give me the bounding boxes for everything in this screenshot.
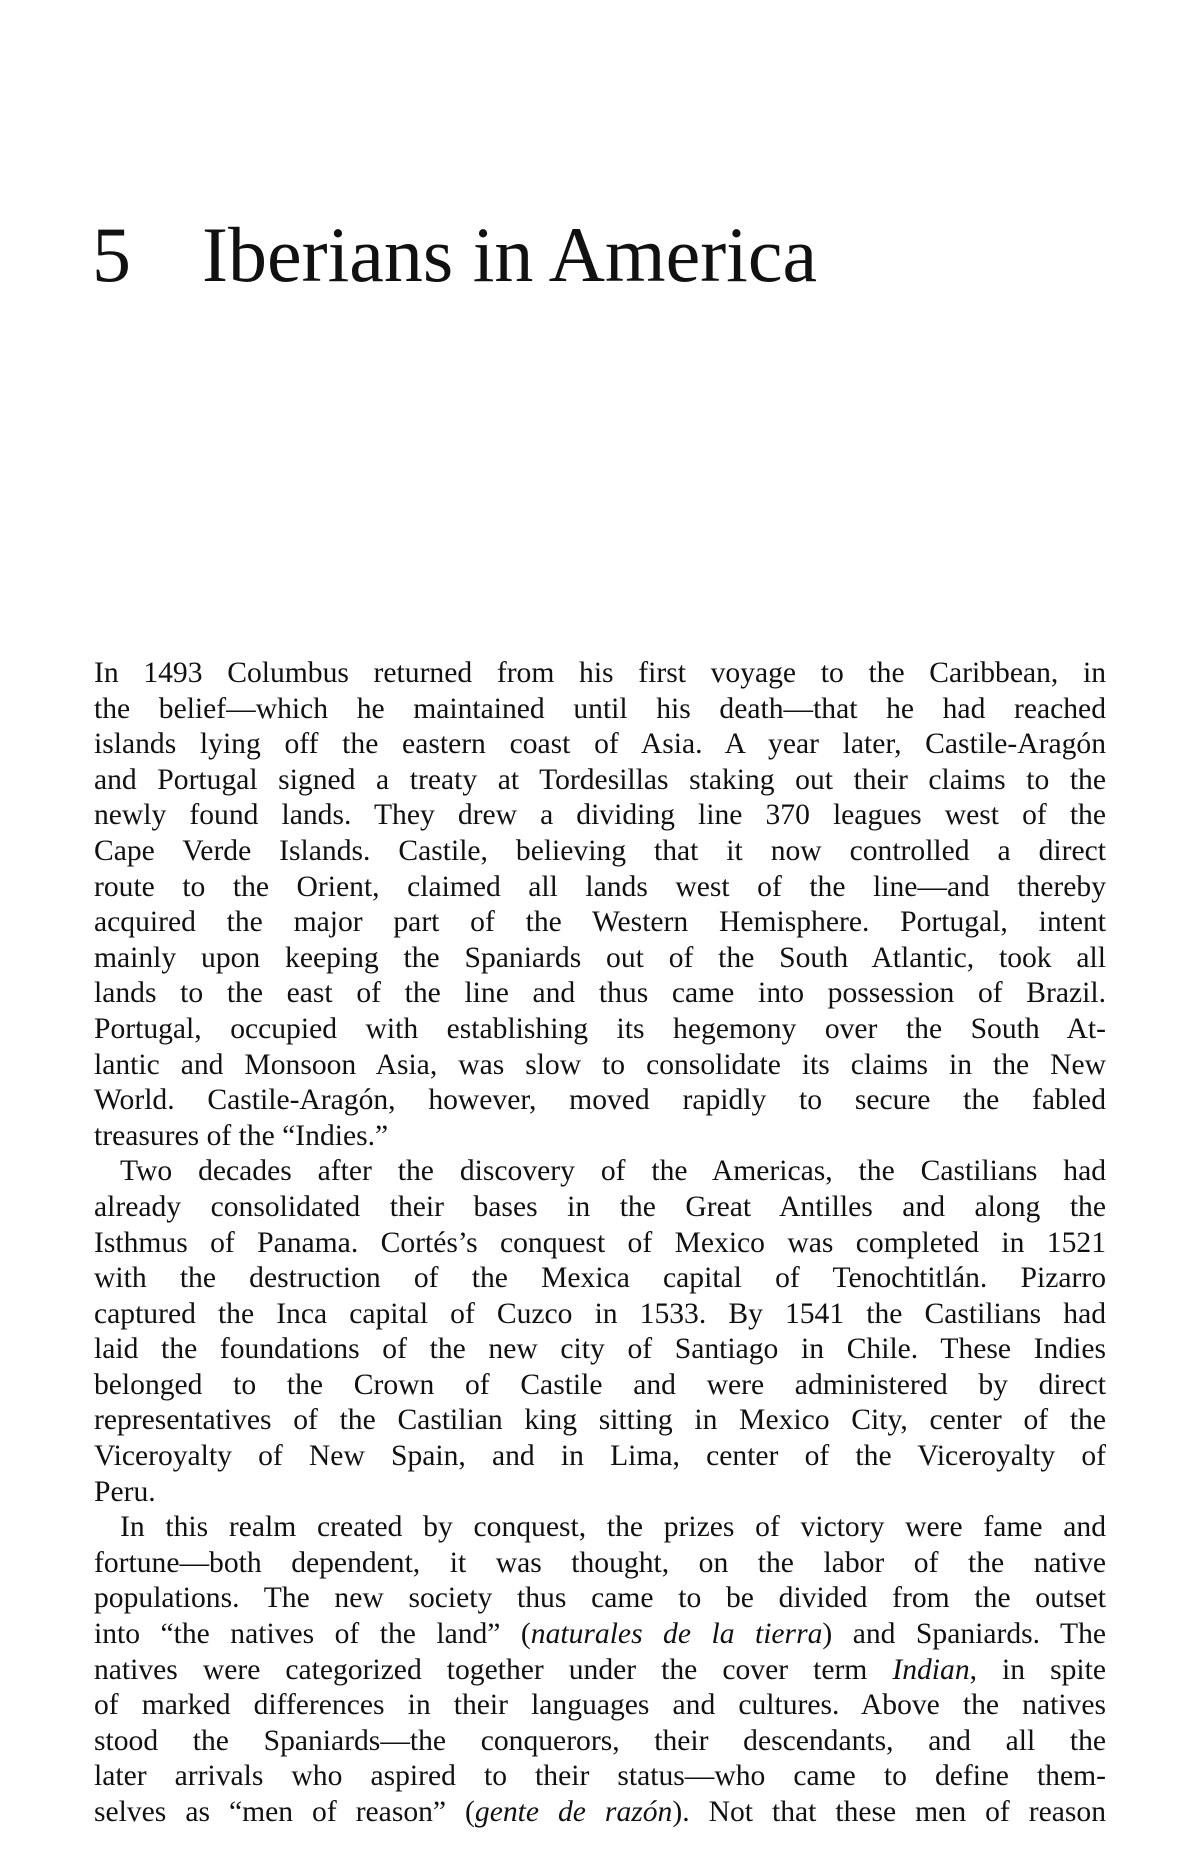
text-line: lantic and Monsoon Asia, was slow to consolidate its claims in the New — [94, 1048, 1106, 1081]
text-line: populations. The new society thus came to be divided from the outset — [94, 1582, 1106, 1615]
text-line: stood the Spaniards—the conquerors, their descendants, and all the — [94, 1724, 1106, 1757]
text-line: with the destruction of the Mexica capital of Tenochtitlán. Pizarro — [94, 1262, 1106, 1295]
text-line: already consolidated their bases in the Great Antilles and along the — [94, 1190, 1106, 1223]
text-line: acquired the major part of the Western Hemisphere. Portugal, intent — [94, 906, 1106, 939]
text-line: and Portugal signed a treaty at Tordesillas staking out their claims to the — [94, 763, 1106, 796]
text-line: captured the Inca capital of Cuzco in 1533. By 1541 the Castilians had — [94, 1297, 1106, 1330]
paragraph-2 — [94, 1154, 1106, 1510]
chapter-heading — [92, 211, 818, 298]
text-line: Peru. — [94, 1475, 156, 1508]
paragraph-1 — [94, 656, 1106, 1154]
chapter-number: 5 — [92, 211, 131, 298]
text-line: lands to the east of the line and thus came into possession of Brazil. — [94, 977, 1106, 1010]
text-line: Portugal, occupied with establishing its hegemony over the South At- — [94, 1012, 1106, 1045]
text-line: islands lying off the eastern coast of Asia. A year later, Castile-Aragón — [94, 728, 1106, 761]
text-line: Isthmus of Panama. Cortés’s conquest of Mexico was completed in 1521 — [94, 1226, 1106, 1259]
text-line: In this realm created by conquest, the prizes of victory were fame and — [120, 1511, 1106, 1544]
text-line: treasures of the “Indies.” — [94, 1119, 389, 1152]
text-line: Two decades after the discovery of the Americas, the Castilians had — [120, 1155, 1106, 1188]
text-line: natives were categorized together under the cover term Indian, in spite — [94, 1653, 1106, 1686]
text-line: belonged to the Crown of Castile and were administered by direct — [94, 1368, 1106, 1401]
text-line: selves as “men of reason” (gente de razón). Not that these men of reason — [94, 1796, 1106, 1828]
text-line: the belief—which he maintained until his death—that he had reached — [94, 692, 1106, 725]
text-line: representatives of the Castilian king sitting in Mexico City, center of the — [94, 1404, 1106, 1437]
text-line: Cape Verde Islands. Castile, believing that it now controlled a direct — [94, 834, 1106, 867]
text-line: mainly upon keeping the Spaniards out of the South Atlantic, took all — [94, 941, 1106, 974]
text-line: of marked differences in their languages and cultures. Above the natives — [94, 1689, 1106, 1722]
text-line: route to the Orient, claimed all lands west of the line—and thereby — [94, 870, 1106, 903]
body-text — [94, 656, 1106, 1831]
text-line: Viceroyalty of New Spain, and in Lima, center of the Viceroyalty of — [94, 1440, 1106, 1473]
text-line: into “the natives of the land” (naturales de la tierra) and Spaniards. The — [94, 1618, 1106, 1651]
text-line: World. Castile-Aragón, however, moved rapidly to secure the fabled — [94, 1084, 1106, 1117]
text-line: later arrivals who aspired to their status—who came to define them- — [94, 1760, 1106, 1793]
text-line: fortune—both dependent, it was thought, on the labor of the native — [94, 1546, 1106, 1579]
chapter-title: Iberians in America — [202, 211, 818, 298]
paragraph-3 — [94, 1510, 1106, 1830]
text-line: newly found lands. They drew a dividing line 370 leagues west of the — [94, 799, 1106, 832]
text-line: laid the foundations of the new city of Santiago in Chile. These Indies — [94, 1333, 1106, 1366]
text-line: In 1493 Columbus returned from his first voyage to the Caribbean, in — [94, 657, 1106, 689]
